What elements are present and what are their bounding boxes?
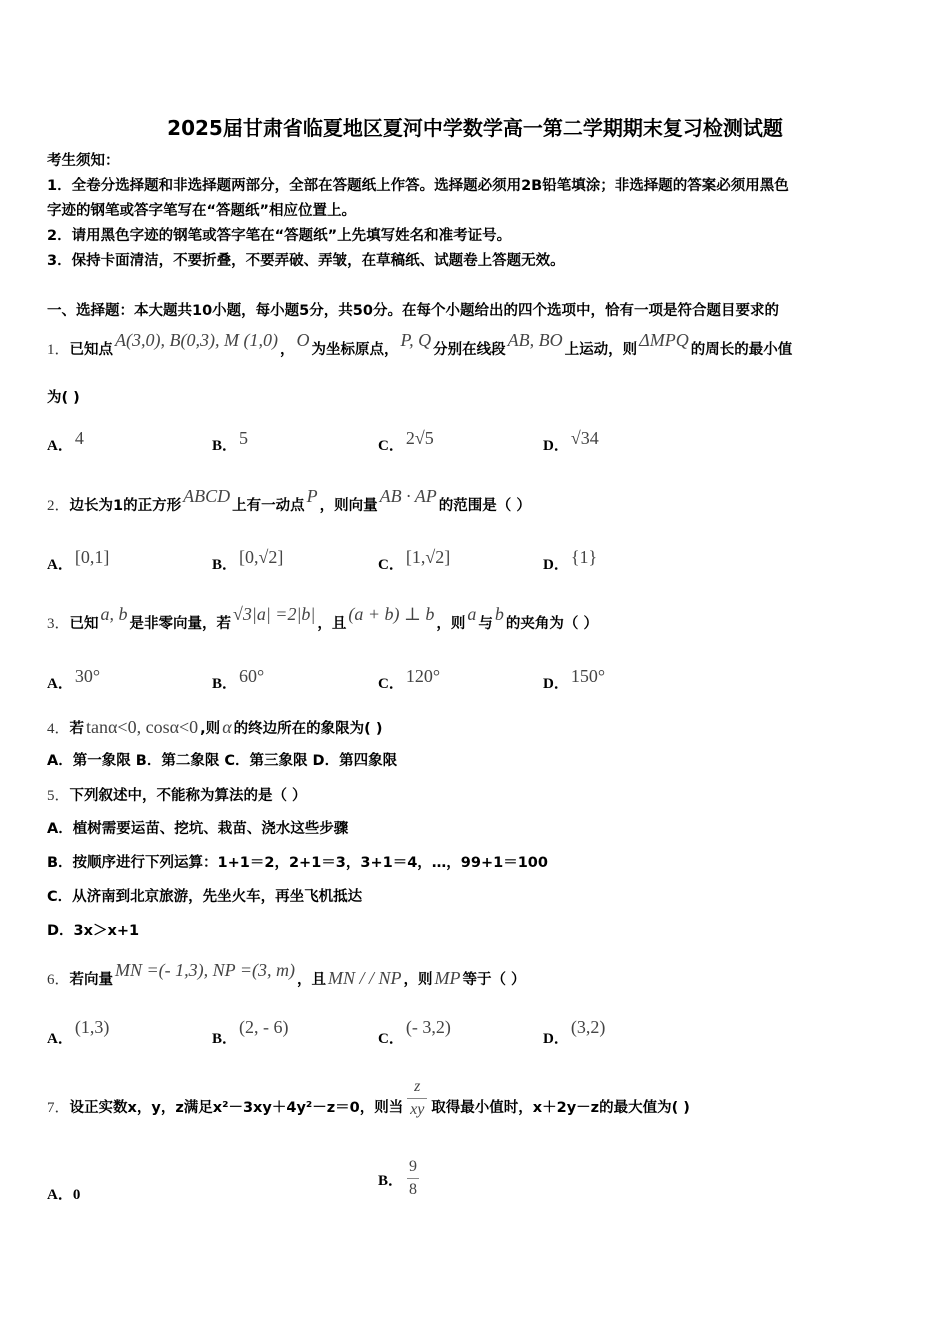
q-text: 边长为1的正方形 [69,498,182,514]
q-math: O [296,330,310,350]
question-number: 2． [47,498,70,514]
option-b[interactable]: B． 60° [212,666,265,692]
option-b[interactable]: B． [0,√2] [212,547,284,573]
question-2 [47,486,531,516]
question-number: 5． [47,788,70,804]
q-math: A(3,0), B(0,3), M (1,0) [115,330,278,350]
q-math: b [494,604,504,624]
q-text: 上有一动点 [232,498,305,514]
fraction-numerator: z [414,1077,421,1095]
option-b[interactable]: B．(2, - 6) [212,1017,289,1047]
q-math: P, Q [400,330,432,350]
option-a[interactable]: A．(1,3) [47,1017,110,1047]
q-text: 取得最小值时，x＋2y－z的最大值为( ) [431,1100,690,1116]
q-math: MP [434,968,461,988]
q-text: ，且 [296,972,326,988]
option-a[interactable]: A．植树需要运苗、挖坑、栽苗、浇水这些步骤 [47,821,349,837]
option-c[interactable]: C． 120° [378,666,441,692]
notice-line-1-cont: 字迹的钢笔或答字笔写在“答题纸”相应位置上。 [47,203,357,219]
question-number: 7． [47,1100,70,1116]
option-a[interactable]: A． [0,1] [47,547,110,573]
q-text: 与 [478,616,493,632]
question-number: 1． [47,342,70,358]
question-3 [47,604,598,634]
q-math: AB · AP [379,486,437,506]
q-math: MN / / NP [327,968,402,988]
option-b[interactable]: B． $\frac{9}{8}$ [378,1158,418,1198]
question-4 [47,717,382,739]
notice-heading: 考生须知： [47,153,120,169]
q-text: ，则 [403,972,433,988]
option-c[interactable]: C． 2√5 [378,428,434,454]
q-text: 若向量 [69,972,114,988]
fraction-denominator: xy [410,1100,425,1118]
notice-line-1: 1．全卷分选择题和非选择题两部分，全部在答题纸上作答。选择题必须用2B铅笔填涂；非选择题的答案必须用黑色 [47,178,789,194]
option-c[interactable]: C．从济南到北京旅游，先坐火车，再坐飞机抵达 [47,889,363,905]
q-text: 设正实数x，y，z满足x²－3xy＋4y²－z＝0，则当 [69,1100,404,1116]
option-d[interactable]: D．3x＞x+1 [47,923,140,939]
q-text: 已知点 [69,342,114,358]
q-text: 若 [69,721,85,737]
q-math: AB, BO [507,330,563,350]
q-text: ，则向量 [319,498,378,514]
question-number: 3． [47,616,70,632]
option-d[interactable]: D．(3,2) [543,1017,606,1047]
option-b[interactable]: B．按顺序进行下列运算：1+1＝2，2+1＝3，3+1＝4，…，99+1＝100 [47,855,548,871]
q-text: 为坐标原点， [311,342,399,358]
q-math: tanα<0, cosα<0 [86,717,199,737]
q-math: α [222,717,232,737]
option-a[interactable]: A． 30° [47,666,101,692]
q-text: 分别在线段 [433,342,506,358]
q-text: ，且 [317,616,347,632]
q-math: (a + b) ⊥ b [348,604,435,624]
question-number: 6． [47,972,70,988]
q-text: 下列叙述中，不能称为算法的是（ ） [69,788,307,804]
q-text: ， [279,342,295,358]
option-b[interactable]: B． 5 [212,428,249,454]
q-math: ABCD [183,486,231,506]
question-6 [47,960,526,990]
option-a[interactable]: A． 4 [47,428,84,454]
q-text: 是非零向量，若 [129,616,232,632]
question-4-options[interactable]: A．第一象限 B．第二象限 C．第三象限 D．第四象限 [47,753,398,769]
notice-line-3: 3．保持卡面清洁，不要折叠，不要弄破、弄皱，在草稿纸、试题卷上答题无效。 [47,253,565,269]
question-1-cont: 为( ) [47,390,80,406]
q-text: ,则 [200,721,221,737]
question-1 [47,330,793,360]
page-title: 2025届甘肃省临夏地区夏河中学数学高一第二学期期末复习检测试题 [167,116,783,140]
q-math: a, b [100,604,128,624]
option-a[interactable]: A．0 [47,1187,81,1203]
q-math: √3|a| =2|b| [233,604,316,624]
q-text: 上运动，则 [564,342,638,358]
q-text: 的周长的最小值 [690,342,793,358]
section-heading: 一、选择题：本大题共10小题，每小题5分，共50分。在每个小题给出的四个选项中，恰有一项是符合题目要求的 [47,303,779,319]
q-text: 的范围是（ ） [438,498,531,514]
notice-line-2: 2．请用黑色字迹的钢笔或答字笔在“答题纸”上先填写姓名和准考证号。 [47,228,512,244]
question-number: 4． [47,721,70,737]
option-c[interactable]: C．(- 3,2) [378,1017,451,1047]
option-d[interactable]: D． 150° [543,666,606,692]
q-text: 已知 [69,616,99,632]
q-text: ，则 [436,616,466,632]
q-math: P [306,486,318,506]
q-text: 等于（ ） [462,972,526,988]
fraction-bar [407,1098,427,1099]
option-d[interactable]: D． {1} [543,547,598,573]
q-text: 的夹角为（ ） [505,616,598,632]
q-text: 的终边所在的象限为( ) [233,721,383,737]
fraction: $\frac{9}{8}$ [409,1158,418,1198]
q-math: ΔMPQ [639,330,689,350]
question-5 [47,786,307,806]
fraction [407,1078,427,1119]
q-math: MN =(- 1,3), NP =(3, m) [115,960,295,980]
option-c[interactable]: C． [1,√2] [378,547,451,573]
q-math: a [467,604,477,624]
question-7 [47,1078,690,1138]
option-d[interactable]: D． √34 [543,428,599,454]
